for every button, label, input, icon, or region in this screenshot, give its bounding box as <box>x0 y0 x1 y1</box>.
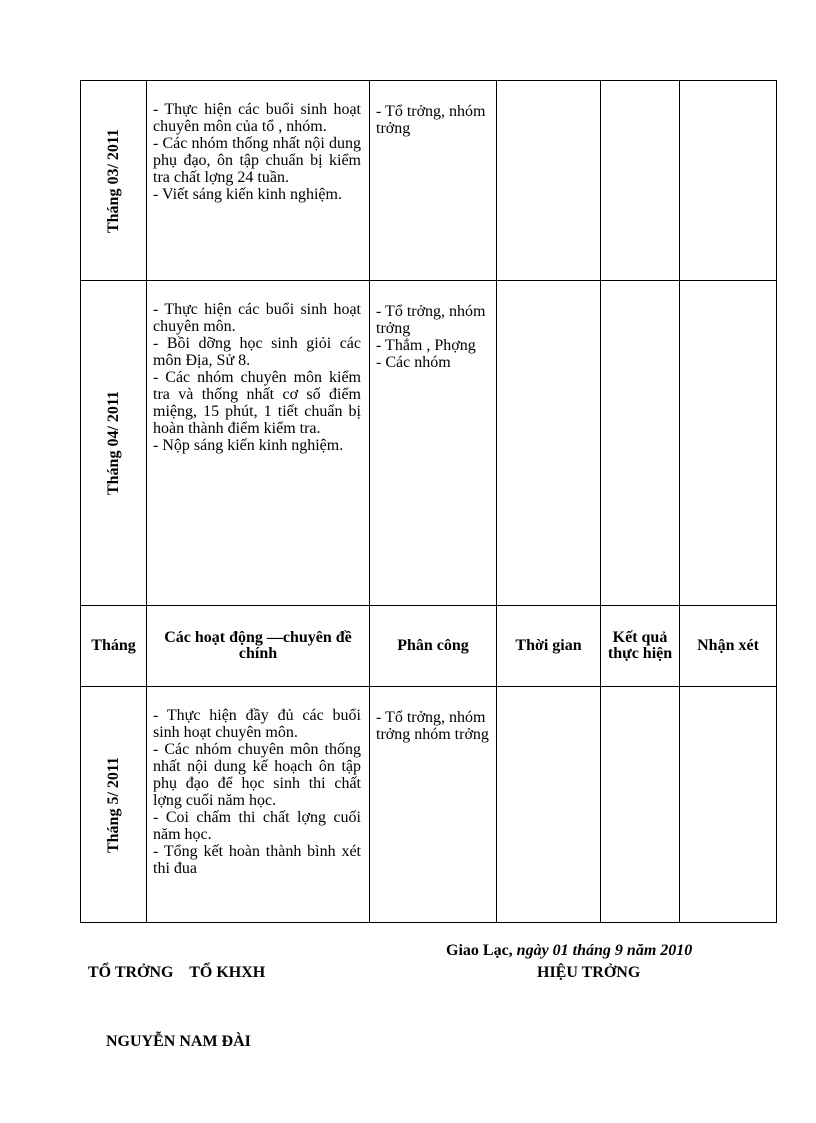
assignment-cell <box>370 687 497 923</box>
result-cell <box>601 687 680 923</box>
signature-place-date <box>446 942 692 960</box>
month-cell <box>81 281 147 606</box>
month-cell <box>81 687 147 923</box>
assignment-cell <box>370 81 497 281</box>
table-header-row <box>81 606 777 687</box>
activity-item: - Các nhóm chuyên môn thống nhất nội dung kế hoạch ôn tập phụ đạo để học sinh thi chất lợng cuối năm học. <box>153 741 361 809</box>
activity-item: - Bồi dỡng học sinh giỏi các môn Địa, Sử 8. <box>153 335 361 369</box>
month-label: Tháng 04/ 2011 <box>104 390 122 496</box>
time-cell <box>497 687 601 923</box>
activity-item: - Các nhóm chuyên môn kiểm tra và thống nhất cơ số điểm miệng, 15 phút, 1 tiết chuẩn bị hoàn thành điểm kiểm tra. <box>153 369 361 437</box>
result-cell <box>601 81 680 281</box>
assignee: - Thắm , Phợng <box>376 337 476 354</box>
plan-table <box>80 80 777 923</box>
activities-cell <box>147 81 370 281</box>
header-assignment: Phân công <box>370 606 497 687</box>
date: ngày 01 tháng 9 năm 2010 <box>516 942 693 959</box>
activity-item: - Thực hiện các buổi sinh hoạt chuyên môn của tổ , nhóm. <box>153 101 361 135</box>
comment-cell <box>680 281 777 606</box>
table-row <box>81 281 777 606</box>
activity-item: - Coi chấm thi chất lợng cuối năm học. <box>153 809 361 843</box>
comment-cell <box>680 81 777 281</box>
header-comment: Nhận xét <box>680 606 777 687</box>
activity-item: - Thực hiện đầy đủ các buổi sinh hoạt chuyên môn. <box>153 707 361 741</box>
comment-cell <box>680 687 777 923</box>
place: Giao Lạc, <box>446 942 513 959</box>
table-row <box>81 687 777 923</box>
assignment-cell <box>370 281 497 606</box>
assignee: - Tổ trởng, nhóm trởng <box>376 303 486 337</box>
assignee: - Tổ trởng, nhóm trởng nhóm trởng <box>376 709 489 743</box>
activities-cell <box>147 281 370 606</box>
header-time: Thời gian <box>497 606 601 687</box>
activities-cell <box>147 687 370 923</box>
assignee: - Tổ trởng, nhóm trởng <box>376 103 486 137</box>
activity-item: - Thực hiện các buổi sinh hoạt chuyên môn. <box>153 301 361 335</box>
time-cell <box>497 281 601 606</box>
principal-title: HIỆU TRỞNG <box>537 964 641 981</box>
group-leader-title: TỔ TRỞNG TỔ KHXH <box>88 964 266 981</box>
activity-item: - Tổng kết hoàn thành bình xét thi đua <box>153 843 361 877</box>
header-month: Tháng <box>81 606 147 687</box>
time-cell <box>497 81 601 281</box>
result-cell <box>601 281 680 606</box>
month-label: Tháng 03/ 2011 <box>104 128 122 233</box>
assignee: - Các nhóm <box>376 354 451 371</box>
activity-item: - Các nhóm thống nhất nội dung phụ đạo, ôn tập chuẩn bị kiểm tra chất lợng 24 tuần. <box>153 135 361 186</box>
month-label: Tháng 5/ 2011 <box>104 756 122 853</box>
activity-item: - Nộp sáng kiến kinh nghiệm. <box>153 437 344 454</box>
leader-name: NGUYỄN NAM ĐÀI <box>106 1033 251 1050</box>
header-result: Kết quả thực hiện <box>601 606 680 687</box>
header-activities: Các hoạt động —chuyên đề chính <box>147 606 370 687</box>
table-row <box>81 81 777 281</box>
activity-item: - Viết sáng kiến kinh nghiệm. <box>153 186 342 203</box>
month-cell <box>81 81 147 281</box>
